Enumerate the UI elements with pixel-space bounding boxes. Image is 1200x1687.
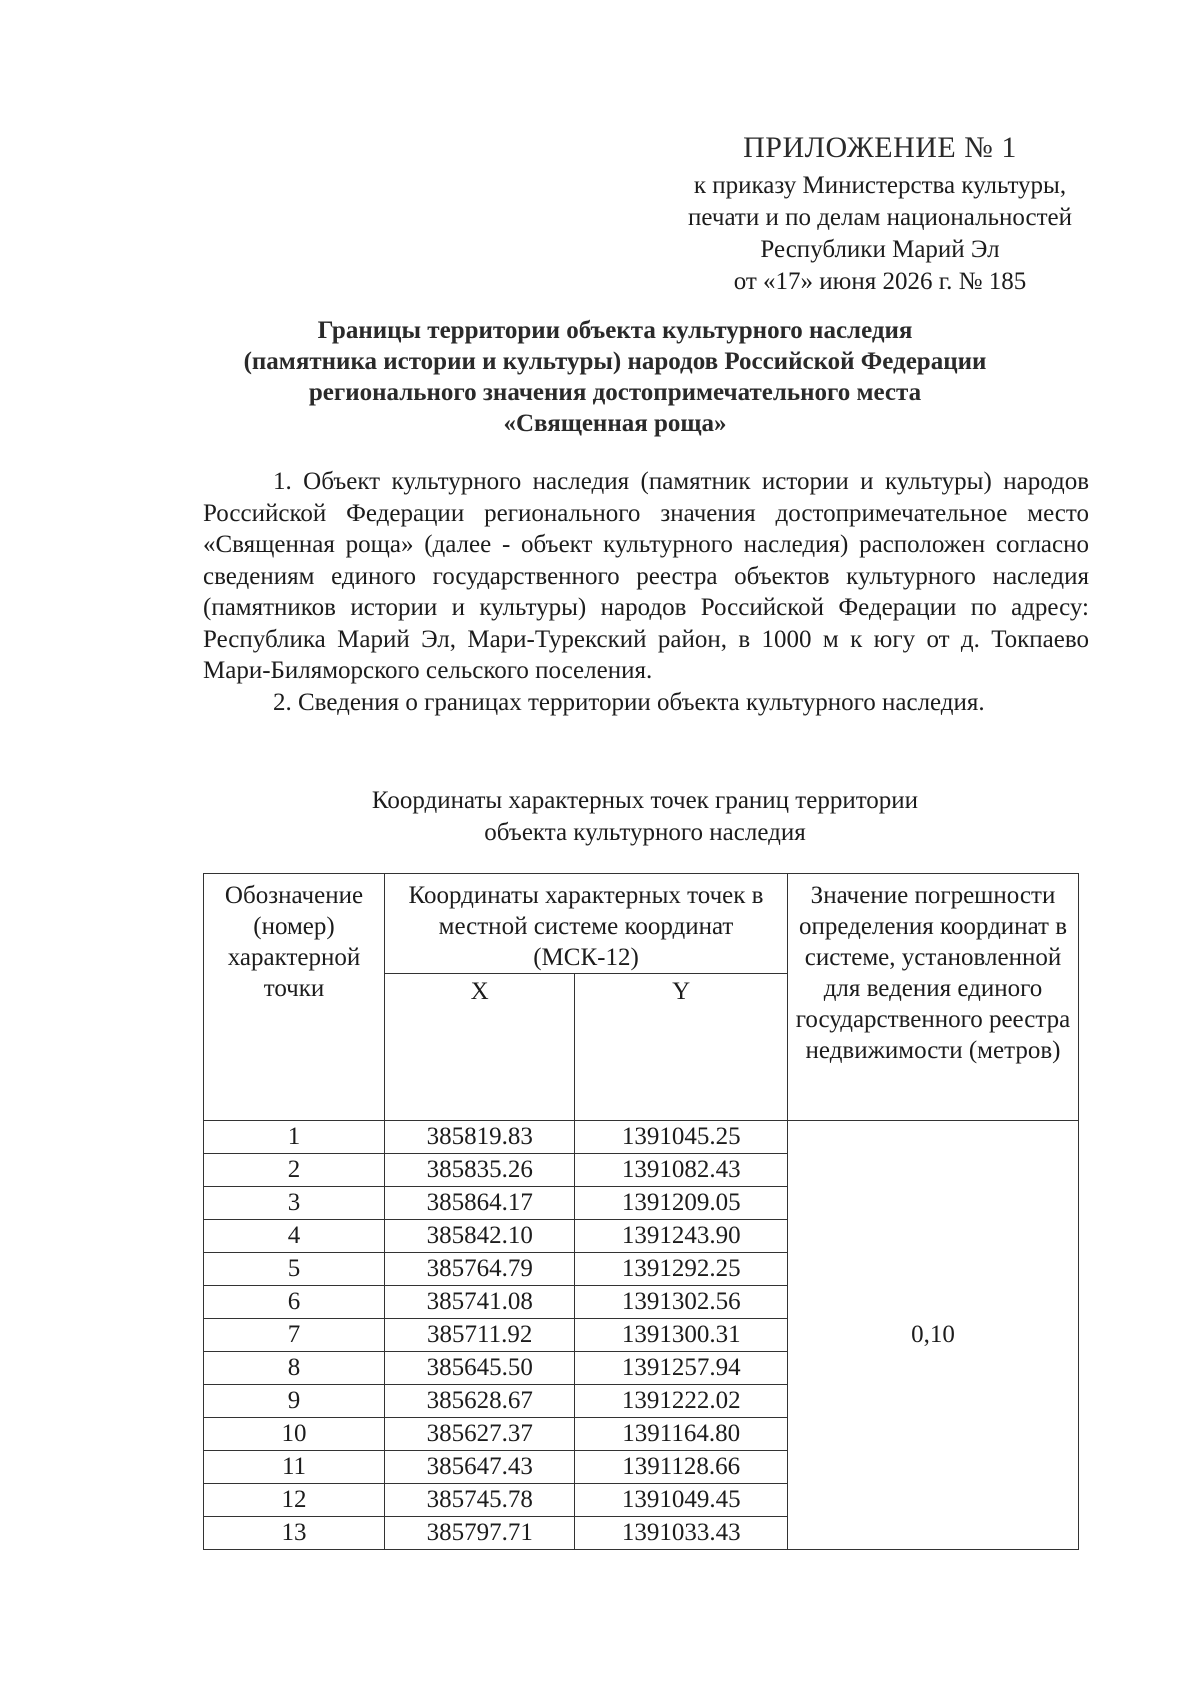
x-coordinate-cell: 385864.17 bbox=[385, 1187, 575, 1220]
x-coordinate-cell: 385745.78 bbox=[385, 1484, 575, 1517]
y-coordinate-cell: 1391222.02 bbox=[575, 1385, 788, 1418]
appendix-block bbox=[650, 130, 1110, 298]
point-number-cell: 8 bbox=[204, 1352, 385, 1385]
point-number-cell: 5 bbox=[204, 1253, 385, 1286]
x-coordinate-cell: 385645.50 bbox=[385, 1352, 575, 1385]
y-coordinate-cell: 1391045.25 bbox=[575, 1121, 788, 1154]
table-caption bbox=[200, 785, 1090, 849]
point-number-cell: 12 bbox=[204, 1484, 385, 1517]
y-coordinate-cell: 1391164.80 bbox=[575, 1418, 788, 1451]
point-number-cell: 9 bbox=[204, 1385, 385, 1418]
table-row bbox=[204, 1121, 1079, 1154]
point-number-cell: 7 bbox=[204, 1319, 385, 1352]
table-caption-line: объекта культурного наследия bbox=[484, 819, 806, 846]
table-caption-line: Координаты характерных точек границ территории bbox=[371, 787, 919, 814]
header-y: Y bbox=[575, 974, 788, 1121]
y-coordinate-cell: 1391209.05 bbox=[575, 1187, 788, 1220]
y-coordinate-cell: 1391033.43 bbox=[575, 1517, 788, 1550]
paragraph-boundaries-info: 2. Сведения о границах территории объекта культурного наследия. bbox=[273, 688, 985, 716]
x-coordinate-cell: 385628.67 bbox=[385, 1385, 575, 1418]
x-coordinate-cell: 385711.92 bbox=[385, 1319, 575, 1352]
x-coordinate-cell: 385819.83 bbox=[385, 1121, 575, 1154]
y-coordinate-cell: 1391300.31 bbox=[575, 1319, 788, 1352]
point-number-cell: 13 bbox=[204, 1517, 385, 1550]
y-coordinate-cell: 1391257.94 bbox=[575, 1352, 788, 1385]
point-number-cell: 2 bbox=[204, 1154, 385, 1187]
heading-line: Границы территории объекта культурного наследия bbox=[317, 317, 913, 344]
coordinates-table bbox=[203, 873, 1079, 1550]
y-coordinate-cell: 1391292.25 bbox=[575, 1253, 788, 1286]
y-coordinate-cell: 1391302.56 bbox=[575, 1286, 788, 1319]
heading-line: регионального значения достопримечательного места bbox=[308, 379, 922, 406]
error-value-cell: 0,10 bbox=[788, 1121, 1079, 1550]
point-number-cell: 1 bbox=[204, 1121, 385, 1154]
paragraph-object-description: 1. Объект культурного наследия (памятник истории и культуры) народов Российской Федерации регионального значения достопримечательное место «Священная роща» (далее - объект культурного наследия) расположен согласно сведениям единого государственного реестра объектов культурного наследия (памятников истории и культуры) народов Российской Федерации по адресу: Республика Марий Эл, Мари-Турекский район, в 1000 м к югу от д. Токпаево Мари-Биляморского сельского поселения. bbox=[203, 468, 1089, 684]
y-coordinate-cell: 1391243.90 bbox=[575, 1220, 788, 1253]
header-coordinates: Координаты характерных точек в местной системе координат (МСК-12) bbox=[385, 874, 788, 974]
point-number-cell: 3 bbox=[204, 1187, 385, 1220]
x-coordinate-cell: 385797.71 bbox=[385, 1517, 575, 1550]
appendix-line: к приказу Министерства культуры, bbox=[693, 172, 1067, 199]
appendix-title: ПРИЛОЖЕНИЕ № 1 bbox=[743, 131, 1017, 164]
x-coordinate-cell: 385647.43 bbox=[385, 1451, 575, 1484]
header-x: X bbox=[385, 974, 575, 1121]
point-number-cell: 4 bbox=[204, 1220, 385, 1253]
header-error-value: Значение погрешности определения координат в системе, установленной для ведения единого государственного реестра недвижимости (метров) bbox=[788, 874, 1079, 1121]
x-coordinate-cell: 385741.08 bbox=[385, 1286, 575, 1319]
appendix-date-line: от «17» июня 2026 г. № 185 bbox=[733, 268, 1027, 295]
appendix-line: печати и по делам национальностей bbox=[688, 204, 1072, 231]
x-coordinate-cell: 385627.37 bbox=[385, 1418, 575, 1451]
appendix-line: Республики Марий Эл bbox=[760, 236, 1000, 263]
heading-line: «Священная роща» bbox=[503, 410, 727, 437]
body-text bbox=[203, 466, 1089, 718]
point-number-cell: 10 bbox=[204, 1418, 385, 1451]
header-point-number: Обозначение (номер) характерной точки bbox=[204, 874, 385, 1121]
document-heading bbox=[160, 315, 1070, 439]
heading-line: (памятника истории и культуры) народов Российской Федерации bbox=[243, 348, 987, 375]
y-coordinate-cell: 1391049.45 bbox=[575, 1484, 788, 1517]
point-number-cell: 11 bbox=[204, 1451, 385, 1484]
x-coordinate-cell: 385835.26 bbox=[385, 1154, 575, 1187]
y-coordinate-cell: 1391128.66 bbox=[575, 1451, 788, 1484]
point-number-cell: 6 bbox=[204, 1286, 385, 1319]
y-coordinate-cell: 1391082.43 bbox=[575, 1154, 788, 1187]
x-coordinate-cell: 385842.10 bbox=[385, 1220, 575, 1253]
x-coordinate-cell: 385764.79 bbox=[385, 1253, 575, 1286]
